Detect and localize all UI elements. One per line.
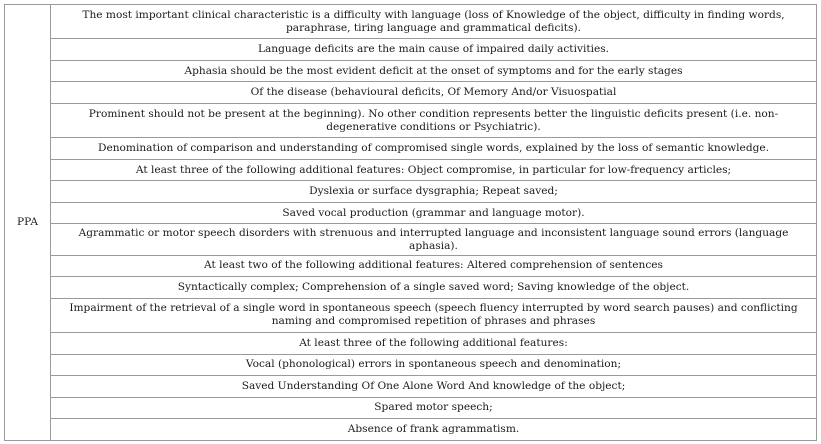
table-cell: Language deficits are the main cause of impaired daily activities. [51,39,817,61]
table-cell: At least two of the following additional features: Altered comprehension of sentences [51,255,817,277]
table-row [5,103,817,137]
table-row [5,5,817,39]
table-cell: Syntactically complex; Comprehension of a single saved word; Saving knowledge of the object. [51,277,817,299]
table-cell: Denomination of comparison and understanding of compromised single words, explained by the loss of semantic knowledge. [51,138,817,160]
table-row [5,376,817,398]
table-cell: Impairment of the retrieval of a single word in spontaneous speech (speech fluency interrupted by word search pauses) and conflicting naming and compromised repetition of phrases and phrases [51,298,817,332]
table-row [5,298,817,332]
table-row [5,224,817,255]
table-cell: Absence of frank agrammatism. [51,419,817,441]
table-row [5,255,817,277]
table-cell: Saved vocal production (grammar and language motor). [51,202,817,224]
table-row [5,202,817,224]
table-row [5,419,817,441]
table-row [5,277,817,299]
table-row [5,60,817,82]
table-row [5,354,817,376]
table-row [5,39,817,61]
row-label-ppa: PPA [5,5,51,441]
table-row [5,82,817,104]
table-row [5,159,817,181]
table-cell: Prominent should not be present at the beginning). No other condition represents better the linguistic deficits present (i.e. non-degenerative conditions or Psychiatric). [51,103,817,137]
table-row [5,138,817,160]
table-cell: At least three of the following additional features: [51,333,817,355]
table-cell: Agrammatic or motor speech disorders with strenuous and interrupted language and inconsistent language sound errors (language aphasia). [51,224,817,255]
table-cell: The most important clinical characteristic is a difficulty with language (loss of Knowledge of the object, difficulty in finding words, paraphrase, tiring language and grammatical deficits). [51,5,817,39]
table-cell: Saved Understanding Of One Alone Word And knowledge of the object; [51,376,817,398]
table-row [5,333,817,355]
table-row [5,397,817,419]
table-cell: Vocal (phonological) errors in spontaneous speech and denomination; [51,354,817,376]
table-row [5,181,817,203]
table-cell: Spared motor speech; [51,397,817,419]
table-cell: Of the disease (behavioural deficits, Of Memory And/or Visuospatial [51,82,817,104]
criteria-table [4,4,817,441]
table-cell: Dyslexia or surface dysgraphia; Repeat saved; [51,181,817,203]
table-cell: At least three of the following additional features: Object compromise, in particular for low-frequency articles; [51,159,817,181]
table-cell: Aphasia should be the most evident deficit at the onset of symptoms and for the early stages [51,60,817,82]
